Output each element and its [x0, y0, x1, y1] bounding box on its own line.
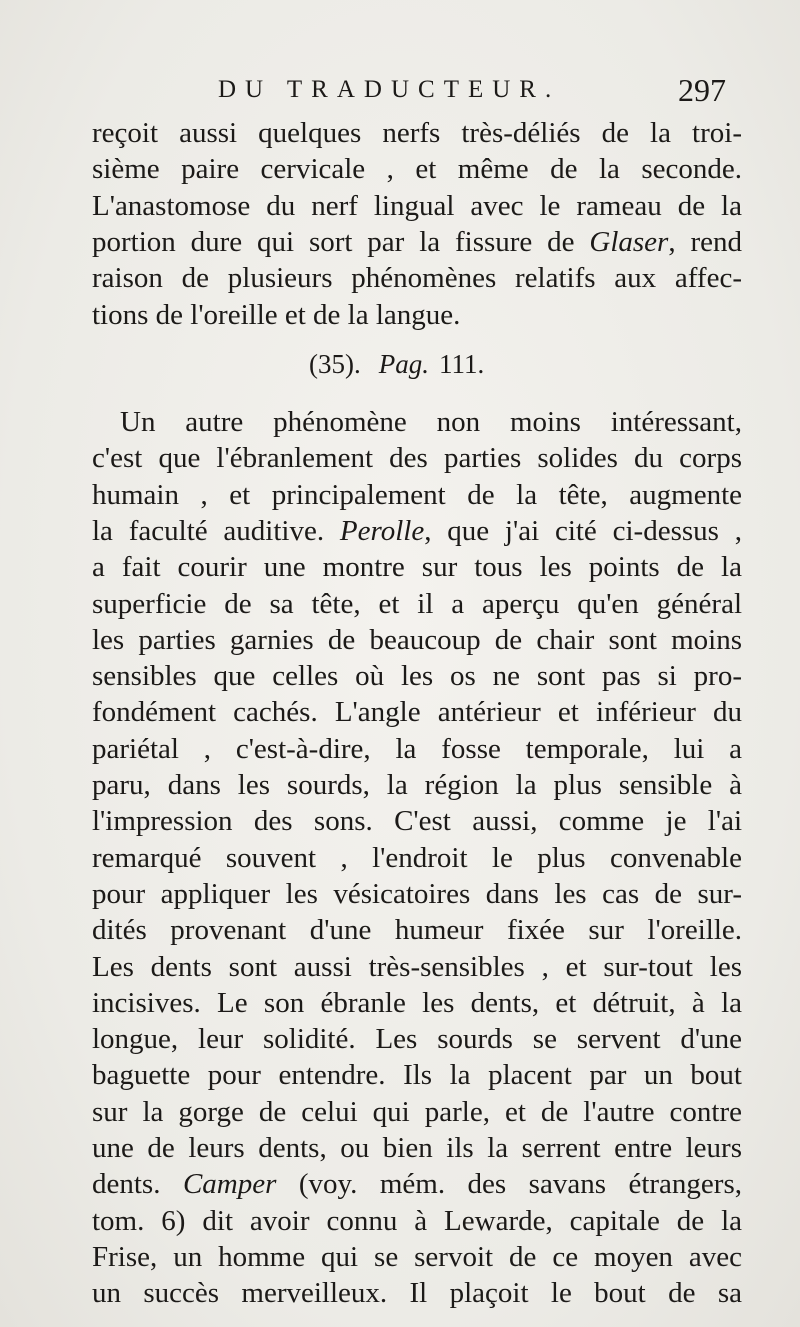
italic-name: Camper	[182, 1168, 277, 1201]
line-text: Les dents sont aussi très-sensibles , et sur-tout les	[92, 950, 742, 983]
line-segment: , rend	[668, 225, 742, 258]
line-text: incisives. Le son ébranle les dents, et détruit, à la	[92, 986, 742, 1019]
line-segment: (voy. mém. des savans étrangers,	[276, 1168, 742, 1201]
line-text: les parties garnies de beaucoup de chair sont moins	[92, 623, 742, 656]
line-text: humain , et principalement de la tête, augmente	[92, 478, 742, 511]
note-heading	[309, 349, 484, 380]
line-text: l'impression des sons. C'est aussi, comme je l'ai	[92, 805, 742, 838]
line-text: reçoit aussi quelques nerfs très-déliés de la troi-	[92, 117, 742, 149]
line-text: superficie de sa tête, et il a aperçu qu'en général	[92, 587, 742, 620]
italic-name: Perolle	[339, 514, 425, 547]
line-text: L'anastomose du nerf lingual avec le rameau de la	[92, 189, 742, 222]
line-text: a fait courir une montre sur tous les points de la	[92, 551, 742, 584]
page-header	[0, 72, 800, 112]
note-pag-number: 111.	[438, 349, 485, 379]
line-text: fondément cachés. L'angle antérieur et inférieur du	[92, 696, 742, 729]
line-text: remarqué souvent , l'endroit le plus convenable	[92, 841, 742, 874]
line-text	[92, 1166, 742, 1202]
line-text: c'est que l'ébranlement des parties solides du corps	[92, 442, 742, 475]
line-text: dités provenant d'une humeur fixée sur l'oreille.	[92, 914, 742, 947]
line-text: longue, leur solidité. Les sourds se servent d'une	[92, 1023, 742, 1056]
italic-name: Glaser	[589, 225, 669, 258]
note-number: (35).	[309, 349, 361, 379]
line-text	[92, 513, 742, 549]
note-pag-label: Pag.	[378, 349, 429, 379]
line-text: Un autre phénomène non moins intéressant,	[120, 406, 742, 438]
line-text	[92, 224, 742, 260]
line-text: un succès merveilleux. Il plaçoit le bout de sa	[92, 1277, 742, 1310]
line-text: Frise, un homme qui se servoit de ce moyen avec	[92, 1240, 742, 1273]
line-text: sième paire cervicale , et même de la seconde.	[92, 153, 742, 186]
line-text: une de leurs dents, ou bien ils la serrent entre leurs	[92, 1132, 742, 1164]
line-text: sensibles que celles où les os ne sont pas si pro-	[92, 660, 742, 693]
line-segment: dents.	[92, 1168, 183, 1201]
line-segment: la faculté auditive.	[92, 514, 340, 547]
line-text: tions de l'oreille et de la langue.	[92, 298, 461, 331]
line-text: tom. 6) dit avoir connu à Lewarde, capitale de la	[92, 1204, 742, 1237]
line-text: paru, dans les sourds, la région la plus sensible à	[92, 769, 742, 801]
line-segment: portion dure qui sort par la fissure de	[92, 225, 590, 258]
line-text: sur la gorge de celui qui parle, et de l'autre contre	[92, 1095, 742, 1128]
line-text: pariétal , c'est-à-dire, la fosse temporale, lui a	[92, 732, 742, 765]
line-segment: , que j'ai cité ci-dessus ,	[424, 514, 742, 547]
page-number: 297	[678, 72, 726, 108]
line-text: pour appliquer les vésicatoires dans les cas de sur-	[92, 877, 742, 910]
line-text: raison de plusieurs phénomènes relatifs aux affec-	[92, 262, 742, 295]
line-text: baguette pour entendre. Ils la placent par un bout	[92, 1059, 742, 1092]
running-head: DU TRADUCTEUR.	[218, 76, 561, 103]
